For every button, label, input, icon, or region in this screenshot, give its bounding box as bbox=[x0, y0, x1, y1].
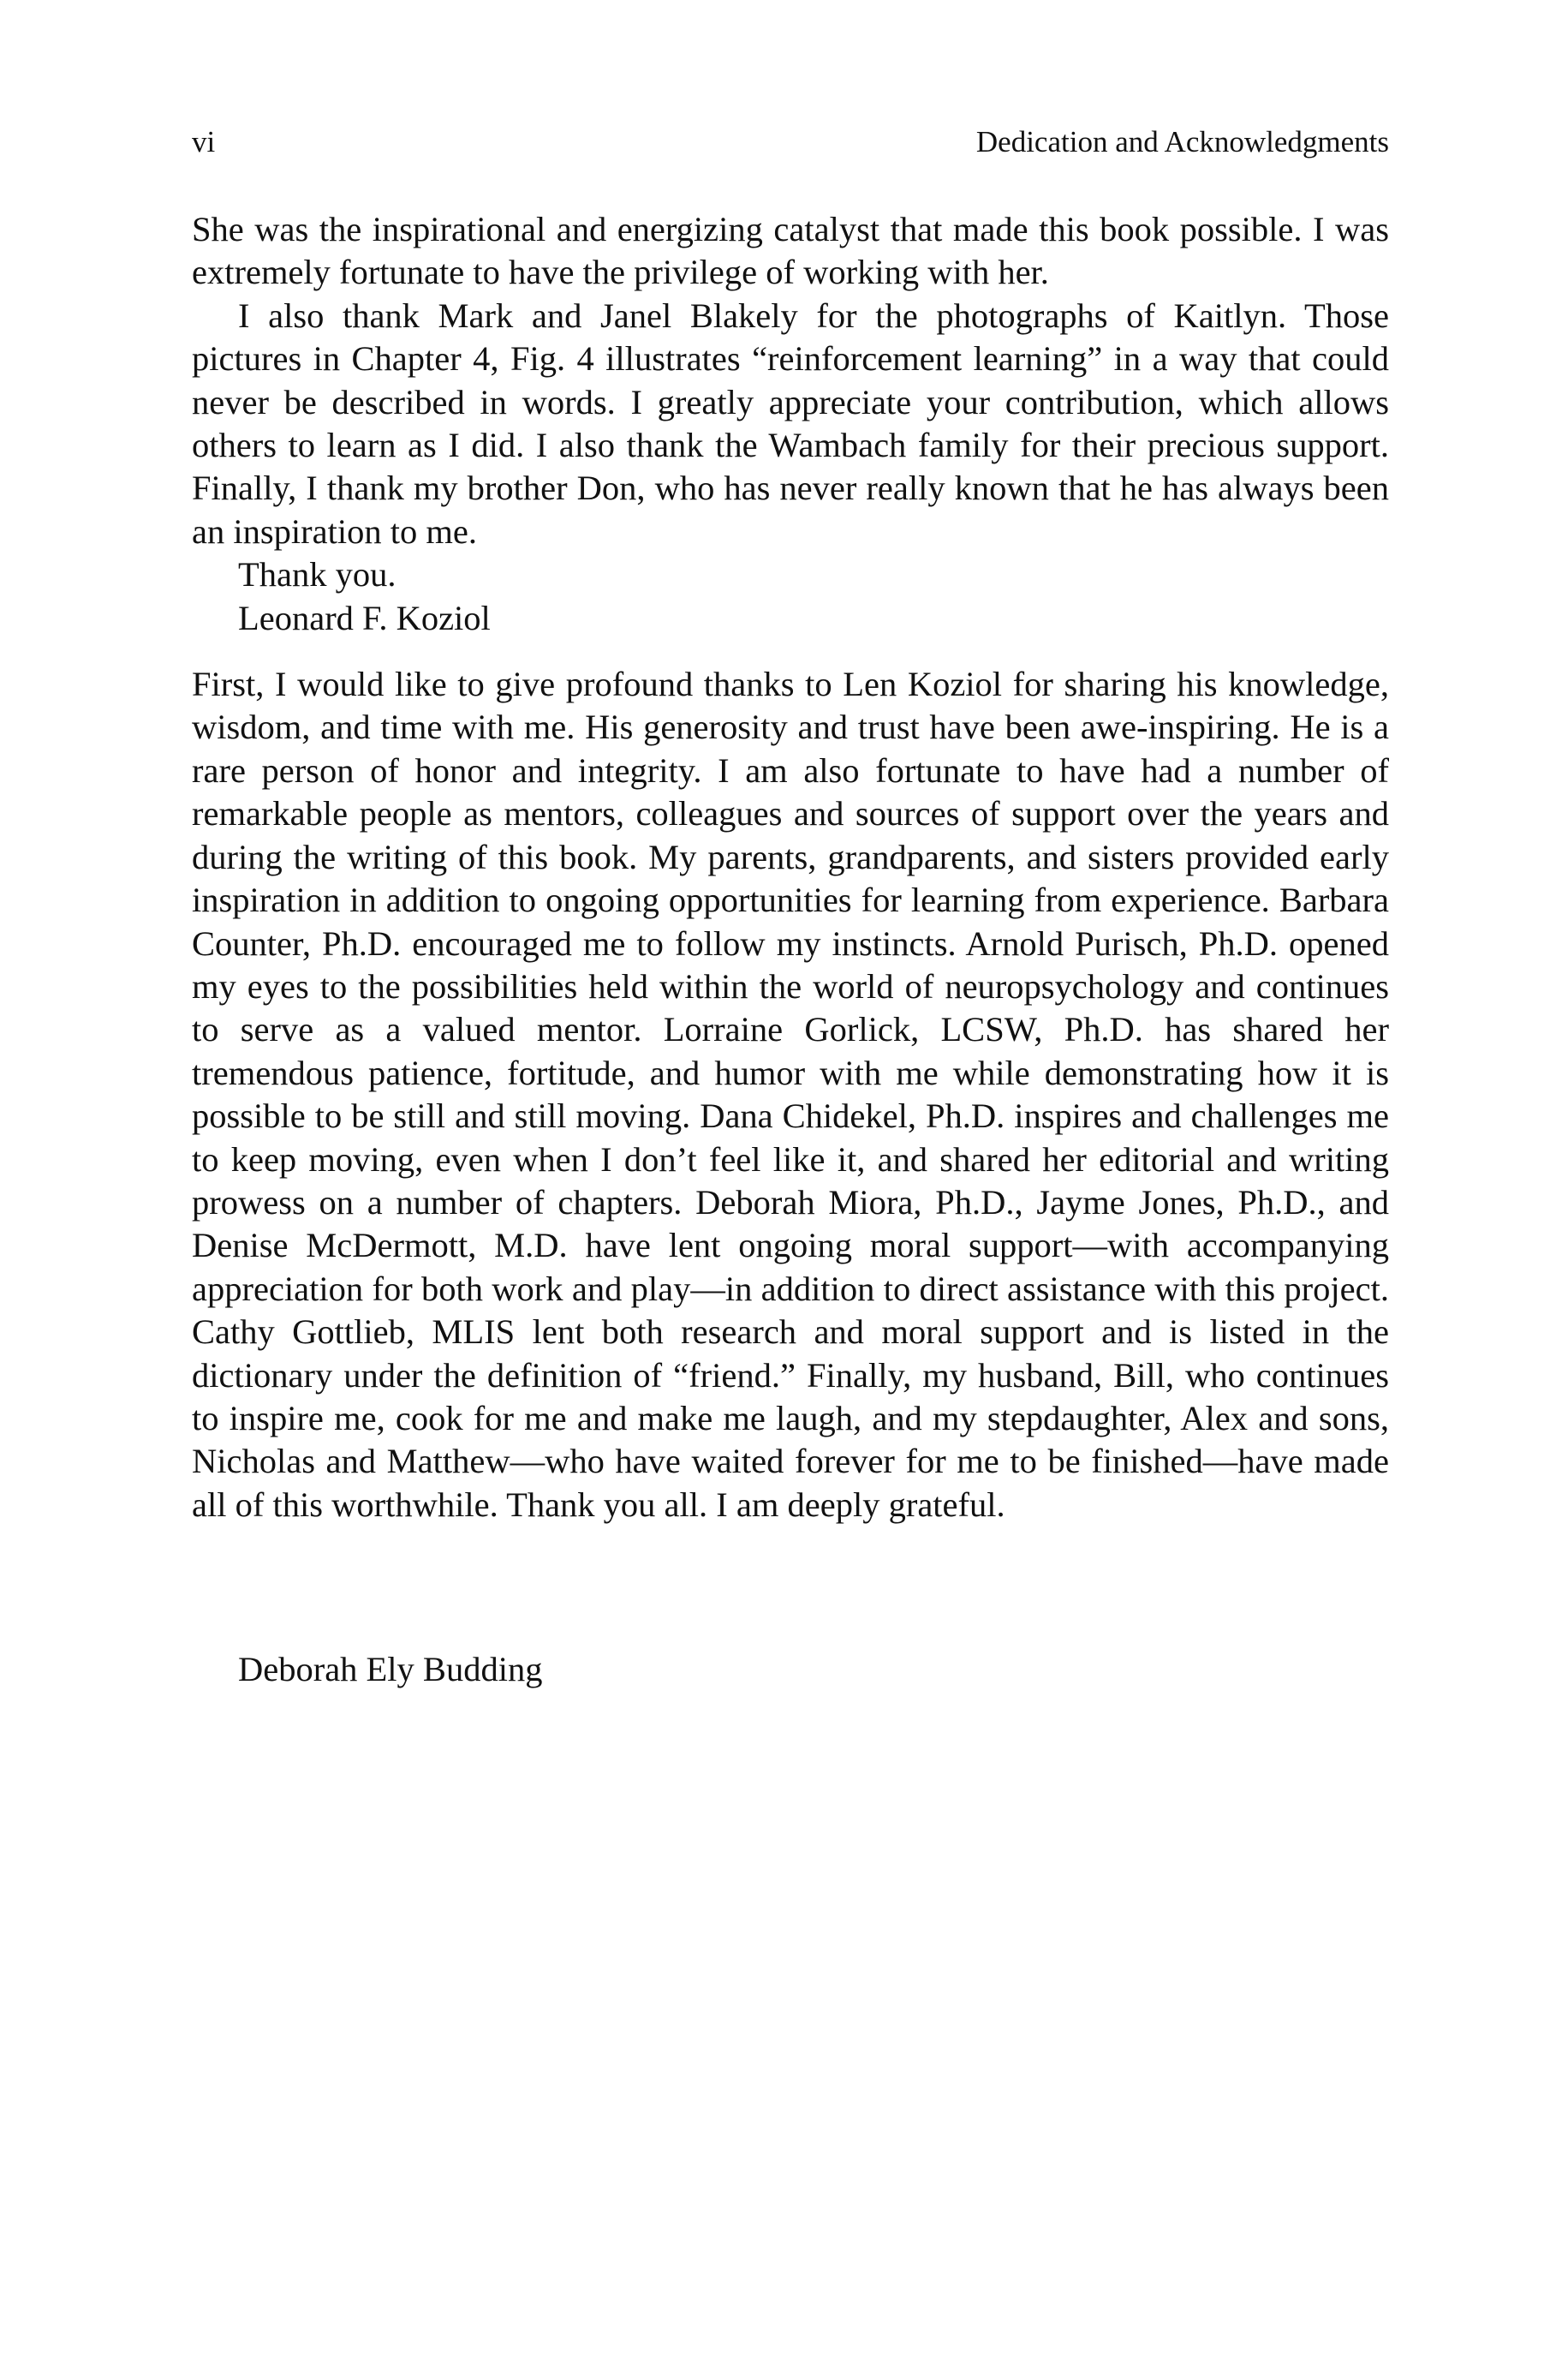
running-title: Dedication and Acknowledgments bbox=[975, 125, 1389, 158]
running-head bbox=[192, 125, 1389, 159]
paragraph-continuation: She was the inspirational and energizing catalyst that made this book possible. I was extremely fortunate to have the privilege of working with her. bbox=[192, 210, 1389, 292]
paragraph-blakely-thanks: I also thank Mark and Janel Blakely for the photographs of Kaitlyn. Those pictures in Chapter 4, Fig. 4 illustrates “reinforcement learning” in a way that could never be described in words. I greatly appreciate your contribution, which allows others to learn as I did. I also thank the Wambach family for their precious support. Finally, I thank my brother Don, who has never really known that he has always been an inspiration to me. bbox=[192, 296, 1389, 551]
signature-koziol: Leonard F. Koziol bbox=[238, 598, 491, 637]
signature-budding: Deborah Ely Budding bbox=[238, 1650, 543, 1688]
thank-you-line: Thank you. bbox=[238, 555, 396, 594]
page-number: vi bbox=[192, 125, 216, 158]
paragraph-budding-acknowledgments: First, I would like to give profound thanks to Len Koziol for sharing his knowledge, wisdom, and time with me. His generosity and trust have been awe-inspiring. He is a rare person of honor and integrity. I am also fortunate to have had a number of remarkable people as mentors, colleagues and sources of support over the years and during the writing of this book. My parents, grandparents, and sisters provided early inspiration in addition to ongoing opportunities for learning from experience. Barbara Counter, Ph.D. encouraged me to follow my instincts. Arnold Purisch, Ph.D. opened my eyes to the possibilities held within the world of neuropsychology and continues to serve as a valued mentor. Lorraine Gorlick, LCSW, Ph.D. has shared her tremendous patience, fortitude, and humor with me while demonstrating how it is possible to be still and still moving. Dana Chidekel, Ph.D. inspires and challenges me to keep moving, even when I don’t feel like it, and shared her editorial and writing prowess on a number of chapters. Deborah Miora, Ph.D., Jayme Jones, Ph.D., and Denise McDermott, M.D. have lent ongoing moral support—with accompanying appreciation for both work and play—in addition to direct assistance with this project. Cathy Gottlieb, MLIS lent both research and moral support and is listed in the dictionary under the definition of “friend.” Finally, my husband, Bill, who continues to inspire me, cook for me and make me laugh, and my stepdaughter, Alex and sons, Nicholas and Matthew—who have waited forever for me to be finished—have made all of this worthwhile. Thank you all. I am deeply grateful. bbox=[192, 665, 1389, 1524]
body-text bbox=[192, 208, 1389, 1527]
